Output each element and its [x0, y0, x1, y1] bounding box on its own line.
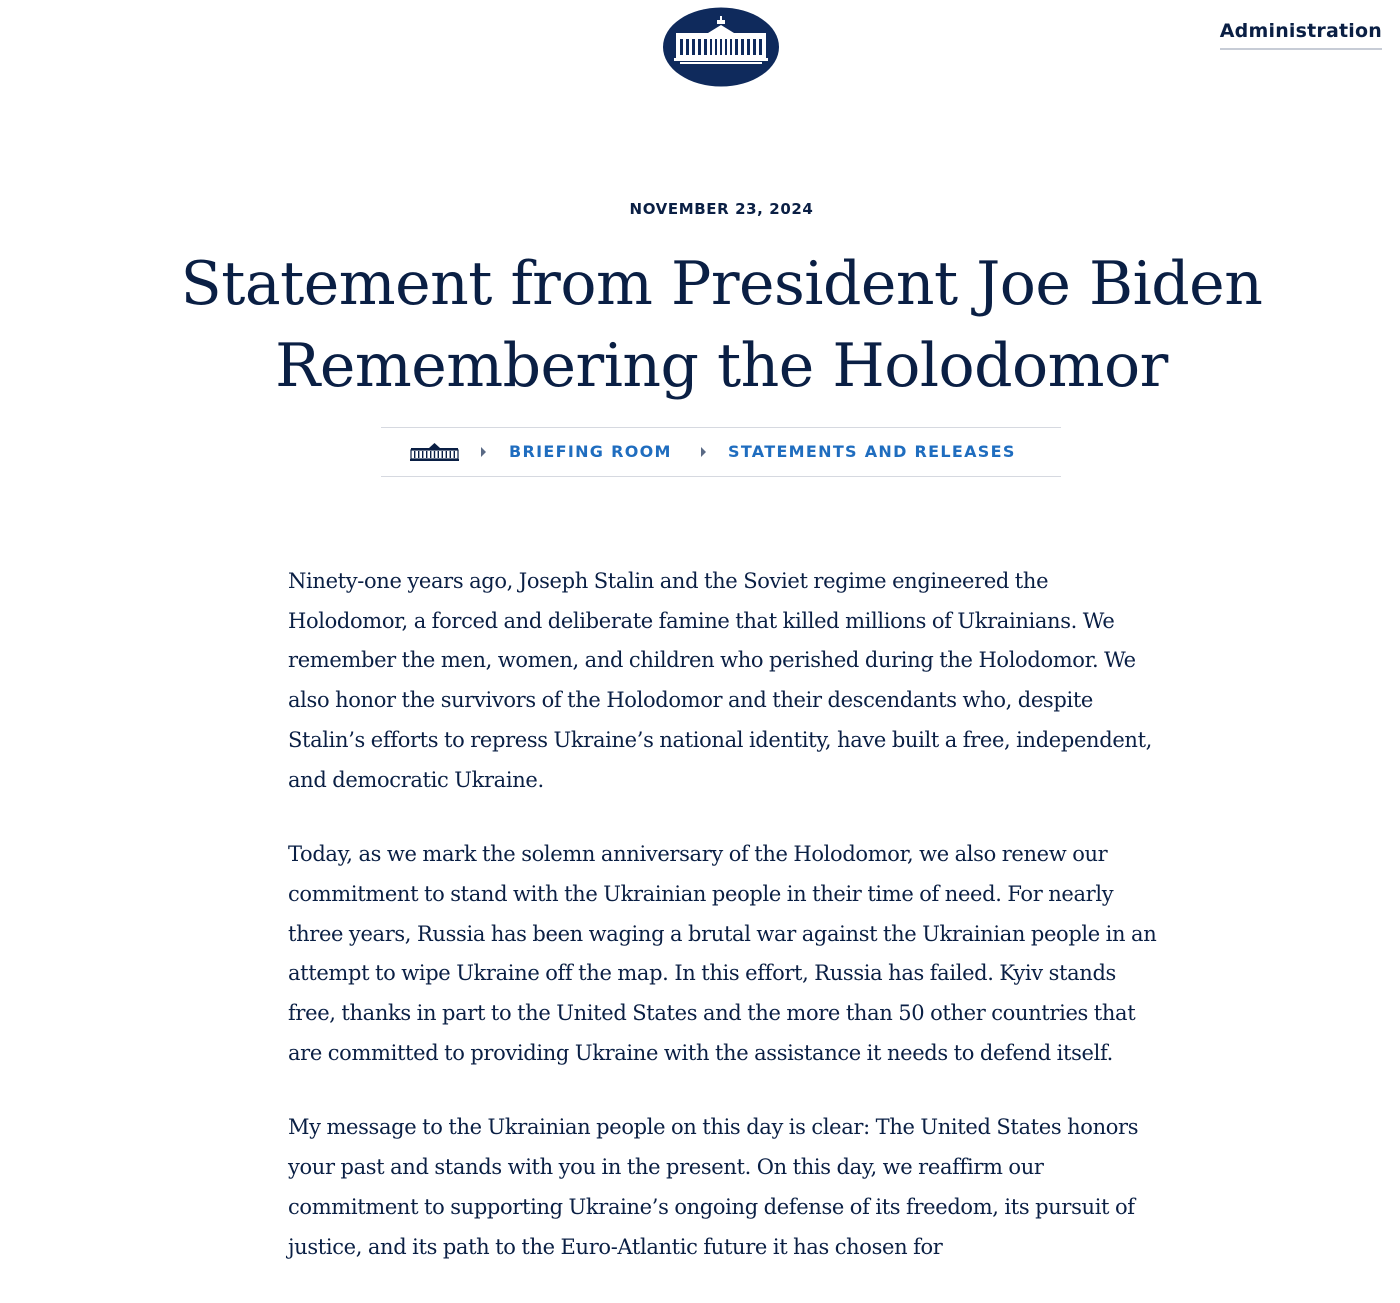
page-title [0, 243, 1400, 407]
breadcrumb-briefing-room[interactable]: BRIEFING ROOM [509, 442, 672, 461]
body-paragraph: Today, as we mark the solemn anniversary of the Holodomor, we also renew our commitment to stand with the Ukrainian people in their time of need. For nearly three years, Russia has been waging a brutal war against the Ukrainian people in an attempt to wipe Ukraine off the map. In this effort, Russia has failed. Kyiv stands free, thanks in part to the United States and the more than 50 other countries that are committed to providing Ukraine with the assistance it needs to defend itself. [288, 842, 1157, 1065]
site-header [0, 0, 1400, 110]
breadcrumb [381, 427, 1061, 477]
chevron-right-icon [481, 447, 486, 457]
breadcrumb-statements-and-releases[interactable]: STATEMENTS AND RELEASES [728, 442, 1016, 461]
article-body [288, 562, 1168, 1302]
body-paragraph: Ninety-one years ago, Joseph Stalin and the Soviet regime engineered the Holodomor, a forced and deliberate famine that killed millions of Ukrainians. We remember the men, women, and children who perished during the Holodomor. We also honor the survivors of the Holodomor and their descendants who, despite Stalin’s efforts to repress Ukraine’s national identity, have built a free, independent, and democratic Ukraine. [288, 569, 1152, 792]
title-line-2: Remembering the Holodomor [275, 331, 1168, 401]
article-date: NOVEMBER 23, 2024 [629, 200, 814, 218]
body-paragraph: My message to the Ukrainian people on this day is clear: The United States honors your past and stands with you in the present. On this day, we reaffirm our commitment to supporting Ukraine’s ongoing defense of its freedom, its pursuit of justice, and its path to the Euro-Atlantic future it has chosen for [288, 1115, 1139, 1259]
administration-link[interactable]: Administration [1220, 20, 1382, 50]
chevron-right-icon [701, 447, 706, 457]
white-house-icon[interactable] [410, 442, 459, 466]
white-house-logo-icon[interactable] [662, 7, 780, 87]
title-line-1: Statement from President Joe Biden [180, 249, 1263, 319]
